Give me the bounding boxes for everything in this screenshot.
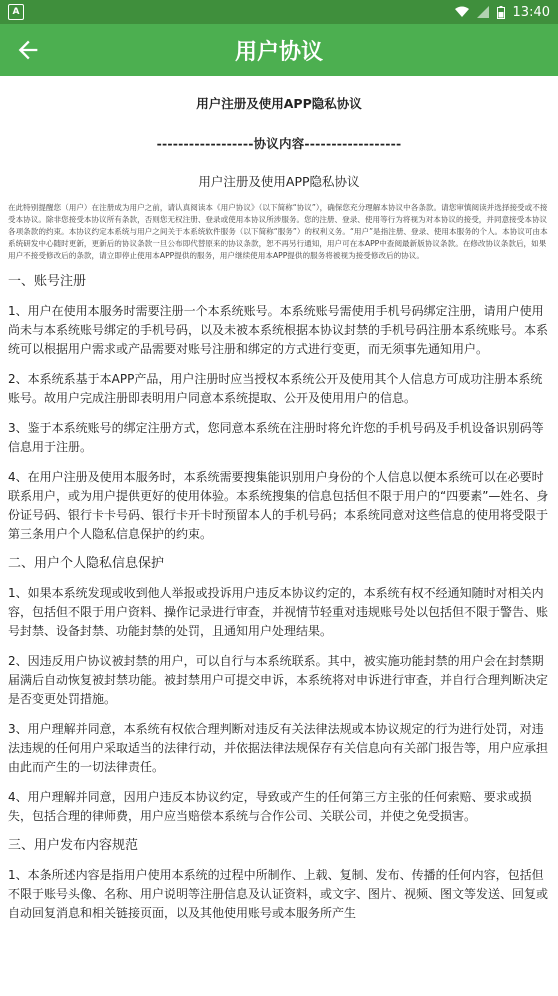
agreement-content[interactable]	[0, 94, 558, 923]
doc-title: 用户注册及使用APP隐私协议	[196, 96, 362, 111]
section-paragraph: 3、用户理解并同意，本系统有权依合理判断对违反有关法律法规或本协议规定的行为进行处罚，对违法违规的任何用户采取适当的法律行动，并依据法律法规保存有关信息向有关部门报告等，用户应承担由此而产生的一切法律责任。	[8, 722, 549, 774]
signal-icon	[477, 6, 489, 18]
doc-intro: 在此特别提醒您（用户）在注册成为用户之前，请认真阅读本《用户协议》（以下简称“协议”），确保您充分理解本协议中各条款。请您审慎阅读并选择接受或不接受本协议。除非您接受本协议所有条款，否则您无权注册、登录或使用本协议所涉服务。您的注册、登录、使用等行为将视为对本协议的接受，并同意接受本协议各项条款的约束。本协议约定本系统与用户之间关于本系统软件服务（以下简称“服务”）的权利义务。“用户”是指注册、登录、使用本服务的个人。本协议可由本系统研发中心随时更新，更新后的协议条款一旦公布即代替原来的协议条款，恕不再另行通知，用户可在本APP中查阅最新版协议条款。在修改协议条款后，如果用户不接受修改后的条款，请立即停止使用本APP提供的服务，用户继续使用本APP提供的服务将被视为接受修改后的协议。	[8, 203, 548, 260]
notification-icon: A	[8, 4, 24, 20]
section-paragraph: 2、本系统系基于本APP产品，用户注册时应当授权本系统公开及使用其个人信息方可成功注册本系统账号。故用户完成注册即表明用户同意本系统提取、公开及使用用户的信息。	[8, 372, 543, 405]
status-time: 13:40	[512, 4, 550, 20]
section-heading: 三、用户发布内容规范	[8, 838, 139, 853]
wifi-icon	[455, 6, 469, 18]
section-paragraph: 2、因违反用户协议被封禁的用户，可以自行与本系统联系。其中，被实施功能封禁的用户会在封禁期届满后自动恢复被封禁功能。被封禁用户可提交申诉，本系统将对申诉进行审查，并自行合理判断决定是否变更处罚措施。	[8, 654, 549, 706]
doc-subtitle: 用户注册及使用APP隐私协议	[198, 174, 360, 189]
section-paragraph: 4、用户理解并同意，因用户违反本协议约定，导致或产生的任何第三方主张的任何索赔、要求或损失，包括合理的律师费，用户应当赔偿本系统与合作公司、关联公司，并使之免受损害。	[8, 790, 532, 823]
section-paragraph: 1、如果本系统发现或收到他人举报或投诉用户违反本协议约定的，本系统有权不经通知随时对相关内容，包括但不限于用户资料、操作记录进行审查，并视情节轻重对违规账号处以包括但不限于警告、账号封禁、设备封禁、功能封禁的处罚，且通知用户处理结果。	[8, 586, 549, 638]
status-bar	[0, 0, 558, 24]
section-heading: 一、账号注册	[8, 274, 87, 289]
section-paragraph: 4、在用户注册及使用本服务时，本系统需要搜集能识别用户身份的个人信息以便本系统可以在必要时联系用户，或为用户提供更好的使用体验。本系统搜集的信息包括但不限于用户的“四要素”—姓名、身份证号码、银行卡卡号码、银行卡开卡时预留本人的手机号码；本系统同意对这些信息的使用将受限于第三条用户个人隐私信息保护的约束。	[8, 470, 549, 541]
section-heading: 二、用户个人隐私信息保护	[8, 556, 165, 571]
doc-divider: ------------------协议内容------------------	[156, 136, 402, 151]
section-paragraph: 1、用户在使用本服务时需要注册一个本系统账号。本系统账号需使用手机号码绑定注册，请用户使用尚未与本系统账号绑定的手机号码，以及未被本系统根据本协议封禁的手机号码注册本系统账号。本系统可以根据用户需求或产品需要对账号注册和绑定的方式进行变更，而无须事先通知用户。	[8, 304, 549, 356]
battery-icon	[497, 6, 505, 19]
back-arrow-icon[interactable]	[14, 36, 42, 64]
page-title: 用户协议	[234, 39, 323, 65]
app-bar	[0, 24, 558, 76]
section-paragraph: 3、鉴于本系统账号的绑定注册方式，您同意本系统在注册时将允许您的手机号码及手机设备识别码等信息用于注册。	[8, 421, 544, 454]
section-paragraph: 1、本条所述内容是指用户使用本系统的过程中所制作、上载、复制、发布、传播的任何内容，包括但不限于账号头像、名称、用户说明等注册信息及认证资料，或文字、图片、视频、图文等发送、回复或自动回复消息和相关链接页面，以及其他使用账号或本服务所产生	[8, 868, 549, 920]
